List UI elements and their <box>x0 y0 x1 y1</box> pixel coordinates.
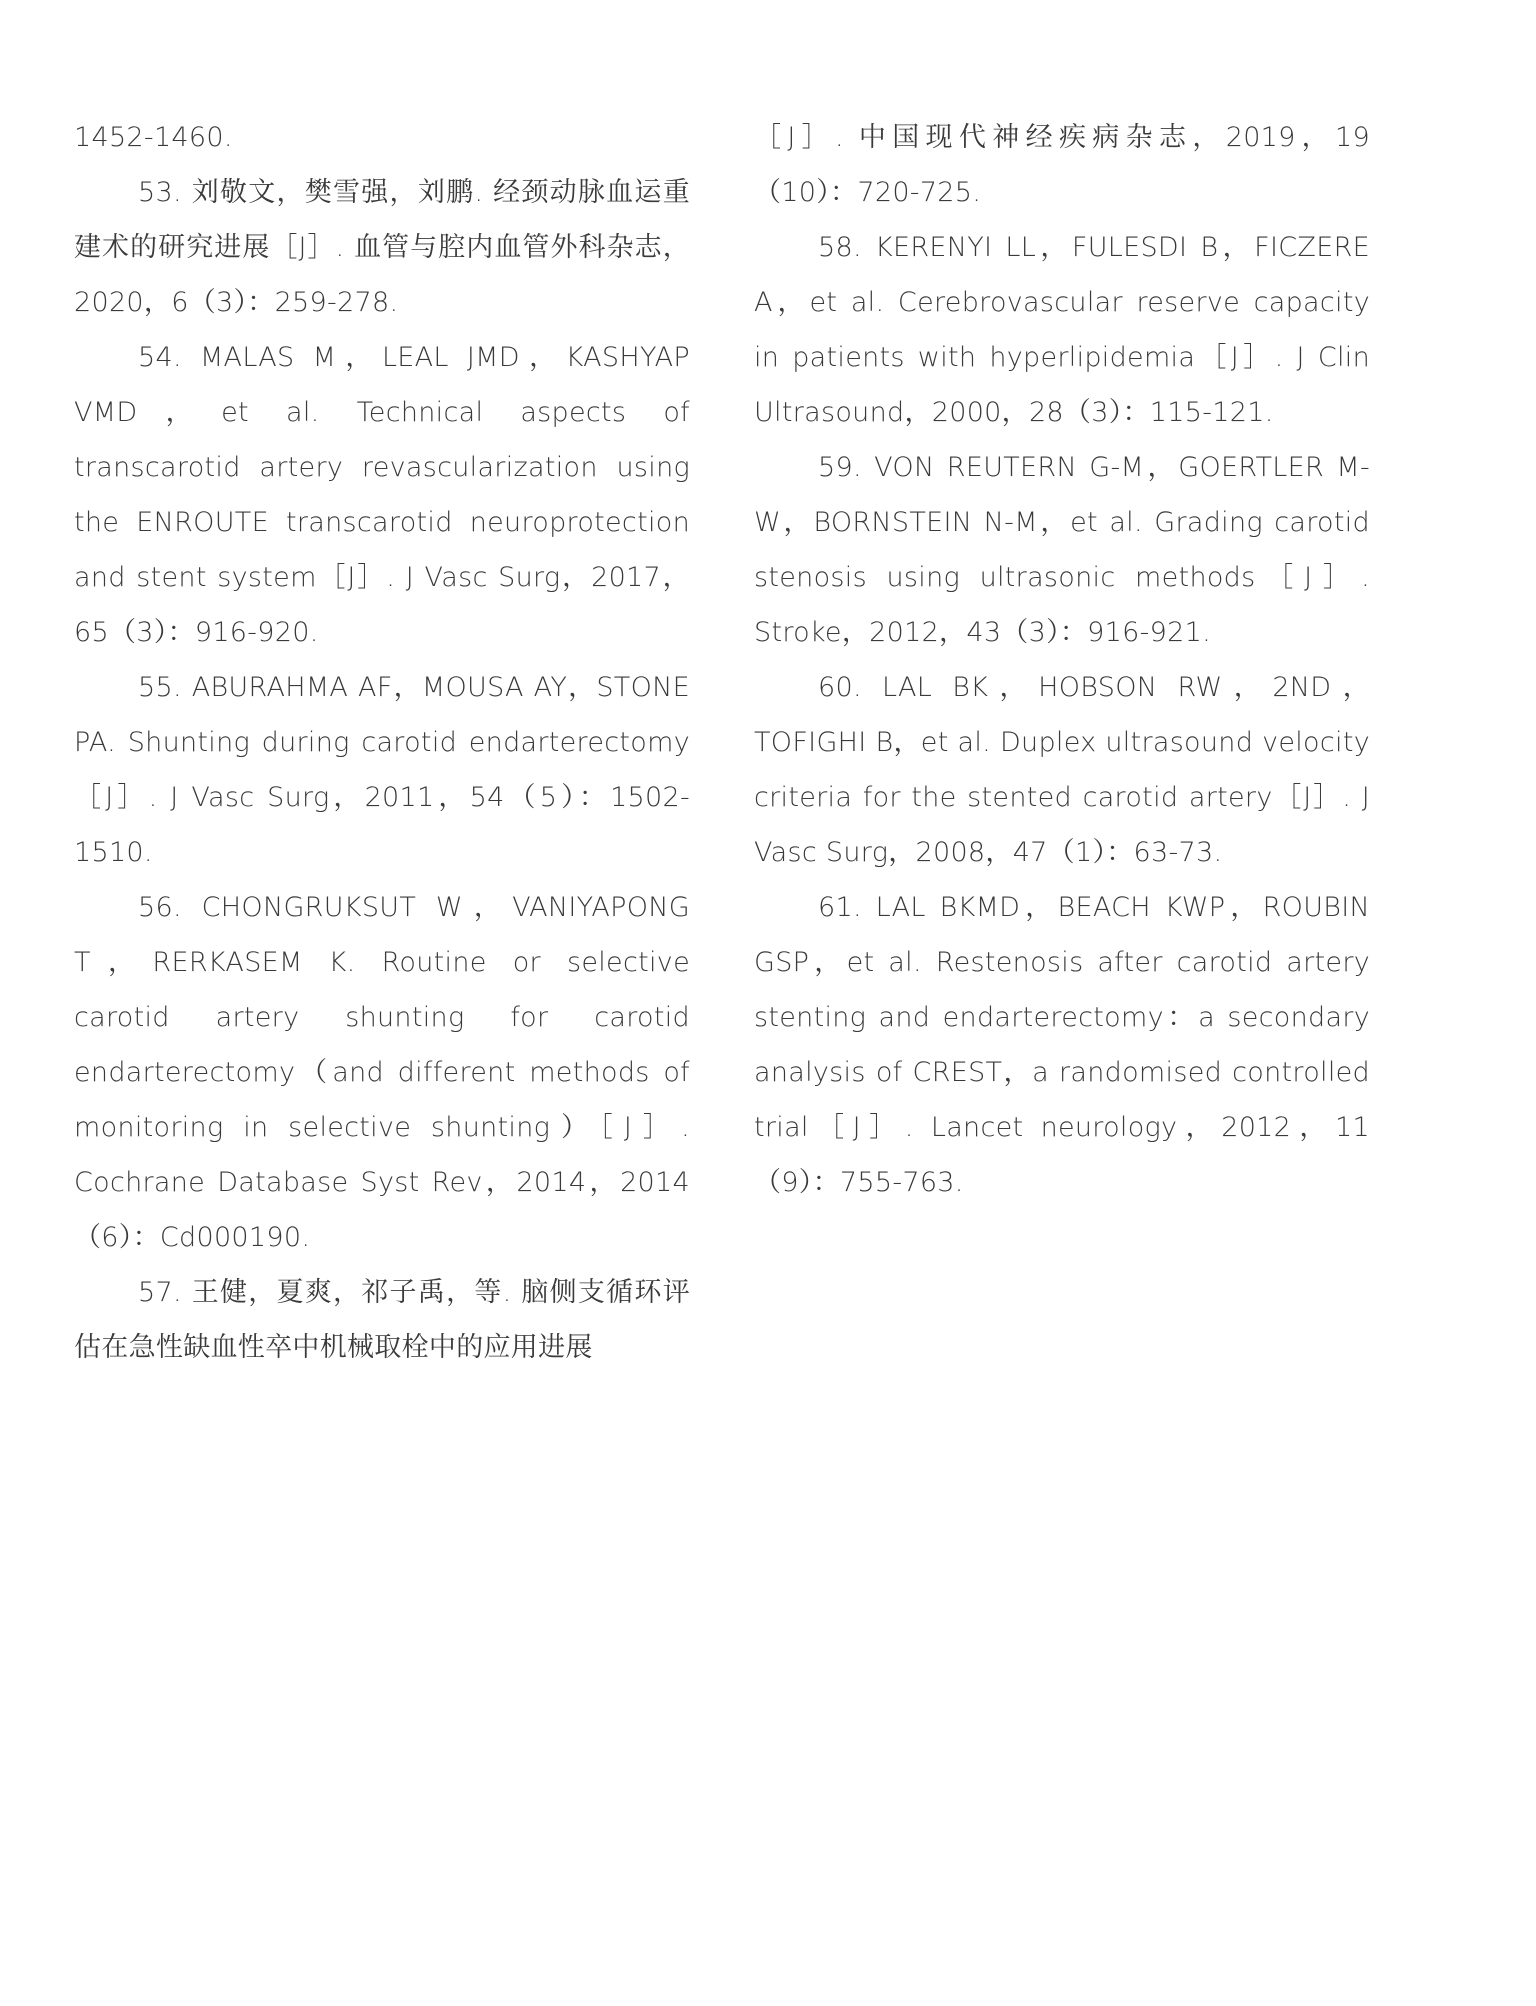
reference-54: 54. MALAS M，LEAL JMD，KASHYAP VMD，et al. Technical aspects of transcarotid artery revascularization using the ENROUTE transcarotid neuroprotection and stent system［J］. J Vasc Surg，2017，65（3）：916-920. <box>74 342 690 648</box>
reference-56: 56. CHONGRUKSUT W，VANIYAPONG T，RERKASEM K. Routine or selective carotid artery shunting for carotid endarterectomy（and different methods of monitoring in selective shunting）［J］. Cochrane Database Syst Rev，2014，2014（6）：Cd000190. <box>74 892 690 1253</box>
reference-57-continuation: ［J］. 中国现代神经疾病杂志，2019，19（10）：720-725. <box>754 122 1370 208</box>
reference-57: 57. 王健，夏爽，祁子禹，等. 脑侧支循环评估在急性缺血性卒中机械取栓中的应用进展 <box>74 1277 690 1363</box>
reference-column-left <box>74 110 690 1375</box>
reference-column-right <box>754 110 1370 1210</box>
reference-60: 60. LAL BK，HOBSON RW，2ND，TOFIGHI B，et al. Duplex ultrasound velocity criteria for the stented carotid artery［J］. J Vasc Surg，2008，47（1）：63-73. <box>754 672 1370 868</box>
reference-53: 53. 刘敬文，樊雪强，刘鹏. 经颈动脉血运重建术的研究进展［J］. 血管与腔内血管外科杂志，2020，6（3）：259-278. <box>74 177 690 318</box>
reference-58: 58. KERENYI LL，FULESDI B，FICZERE A，et al. Cerebrovascular reserve capacity in patients with hyperlipidemia［J］. J Clin Ultrasound，2000，28（3）：115-121. <box>754 232 1370 428</box>
reference-55: 55. ABURAHMA AF，MOUSA AY，STONE PA. Shunting during carotid endarterectomy［J］. J Vasc Surg，2011，54（5）：1502-1510. <box>74 672 690 868</box>
reference-continuation: 1452-1460. <box>74 122 233 153</box>
reference-61: 61. LAL BKMD，BEACH KWP，ROUBIN GSP，et al. Restenosis after carotid artery stenting and endarterectomy：a secondary analysis of CREST，a randomised controlled trial［J］. Lancet neurology，2012，11（9）：755-763. <box>754 892 1370 1198</box>
reference-59: 59. VON REUTERN G-M，GOERTLER M-W，BORNSTEIN N-M，et al. Grading carotid stenosis using ultrasonic methods［J］. Stroke，2012，43（3）：916-921. <box>754 452 1370 648</box>
